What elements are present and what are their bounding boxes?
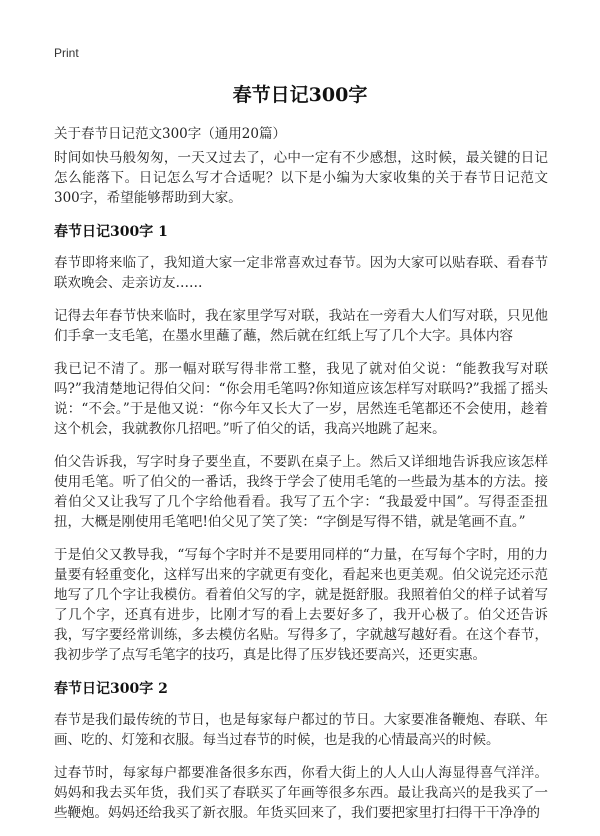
paragraph: 我已记不清了。那一幅对联写得非常工整，我见了就对伯父说：“能教我写对联吗?”我清楚地记得伯父问：“你会用毛笔吗?你知道应该怎样写对联吗?”我摇了摇头说：“不会。”于是他又说：“你今年又长大了一岁，居然连毛笔都还不会使用，趁着这个机会，我就教你几招吧。”听了伯父的话，我高兴地跳了起来。 — [54, 361, 548, 437]
paragraph: 记得去年春节快来临时，我在家里学写对联，我站在一旁看大人们写对联，只见他们手拿一支毛笔，在墨水里蘸了蘸，然后就在红纸上写了几个大字。具体内容 — [54, 308, 548, 344]
paragraph: 春节是我们最传统的节日，也是每家每户都过的节日。大家要准备鞭炮、春联、年画、吃的、灯笼和衣服。每当过春节的时候，也是我的心情最高兴的时候。 — [54, 712, 548, 748]
section-heading: 春节日记300字 2 — [54, 681, 168, 697]
paragraph: 春节即将来临了，我知道大家一定非常喜欢过春节。因为大家可以贴春联、看春节联欢晚会、走亲访友…… — [54, 255, 548, 291]
section-heading: 春节日记300字 1 — [54, 224, 168, 240]
article-body — [54, 148, 548, 836]
article-subtitle: 关于春节日记范文300字（通用20篇） — [54, 126, 286, 142]
print-link[interactable]: Print — [54, 46, 79, 60]
paragraph: 过春节时，每家每户都要准备很多东西，你看大街上的人人山人海显得喜气洋洋。妈妈和我去买年货，我们买了春联买了年画等很多东西。最让我高兴的是我买了一些鞭炮。妈妈还给我买了新衣服。年货买回来了，我们要把家里打扫得干干净净的 — [54, 765, 548, 821]
intro-paragraph: 时间如快马般匆匆，一天又过去了，心中一定有不少感想，这时候，最关键的日记怎么能落下。日记怎么写才合适呢？以下是小编为大家收集的关于春节日记范文300字，希望能够帮助到大家。 — [54, 150, 548, 206]
paragraph: 伯父告诉我，写字时身子要坐直，不要趴在桌子上。然后又详细地告诉我应该怎样使用毛笔。听了伯父的一番话，我终于学会了使用毛笔的一些最为基本的方法。接着伯父又让我写了几个字给他看看。我写了五个字：“我最爱中国”。写得歪歪扭扭，大概是刚使用毛笔吧!伯父见了笑了笑：“字倒是写得不错，就是笔画不直。” — [54, 454, 548, 530]
page-title: 春节日记300字 — [232, 84, 368, 106]
paragraph: 于是伯父又教导我，“写每个字时并不是要用同样的“力量，在写每个字时，用的力量要有轻重变化，这样写出来的字就更有变化，看起来也更美观。伯父说完还示范地写了几个字让我模仿。看着伯父写的字，就是挺舒服。我照着伯父的样子试着写了几个字，还真有进步，比刚才写的看上去要好多了，我开心极了。伯父还告诉我，写字要经常训练，多去模仿名贴。写得多了，字就越写越好看。在这个春节，我初步学了点写毛笔字的技巧，真是比得了压岁钱还要高兴，还更实惠。 — [54, 547, 548, 663]
